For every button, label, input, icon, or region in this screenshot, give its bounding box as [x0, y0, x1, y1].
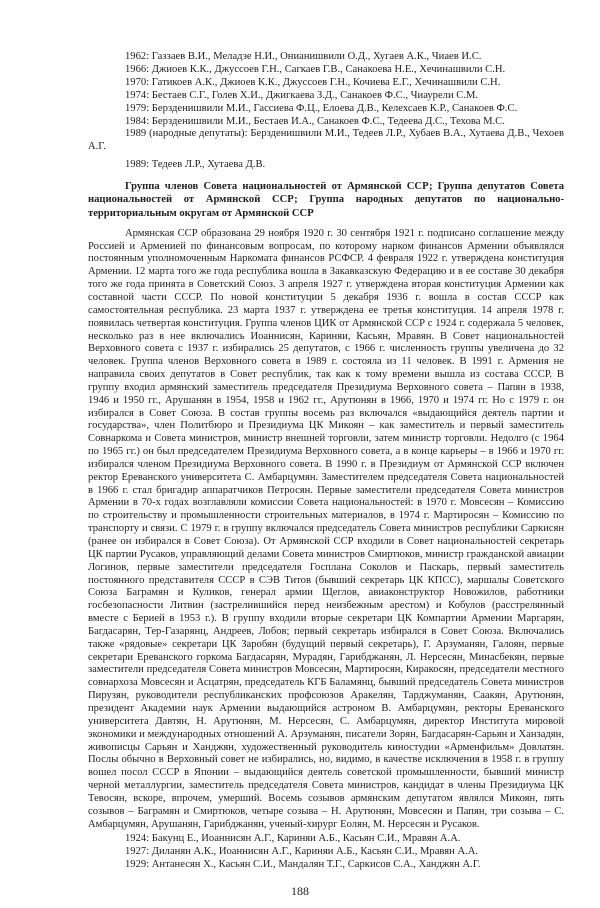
members-list-top — [125, 51, 564, 128]
list-item-1989: 1989: Тедеев Л.Р., Хутаева Д.В. — [125, 159, 266, 171]
body-paragraph: Армянская ССР образована 29 ноября 1920 г. 30 сентября 1921 г. подписано соглашение между Россией и Арменией по финансовым вопросам, по которому нарком финансов Армении объявлялся постоянным уполномоченным Наркомата финансов РСФСР. 4 февраля 1922 г. утверждена конституция Армении. 12 марта того же года республика вошла в Закавказскую Федерацию и в ее составе 30 декабря того же года принята в Советский Союз. 3 апреля 1927 г. утверждена вторая конституция Армении как составной части СССР. По новой конституции 5 декабря 1936 г. вошла в состав СССР как самостоятельная республика. 23 марта 1937 г. утверждена ее третья конституция. 14 апреля 1978 г. появилась четвертая конституция. Группа членов ЦИК от Армянской ССР с 1924 г. содержала 5 человек, несколько раз в нее включались Иоаннисян, Кариняи, Касьян, Мравян. В Совет национальностей Верховного совета с 1937 г. избирались 25 депутатов, с 1966 г. численность группы увеличена до 32 человек. Группа членов Верховного совета в 1989 г. состояла из 11 человек. В 1991 г. Армения не направила своих депутатов в Совет республик, так как к тому времени вышла из состава СССР. В группу входил армянский заместитель председателя Президиума Верховного совета – Папян в 1938, 1946 и 1950 гг., Арушанян в 1954, 1958 и 1962 гг., Арутюнян в 1966, 1970 и 1974 гг. Но с 1979 г. он избирался в Совет Союза. В состав группы восемь раз включался «выдающийся деятель партии и государства», член Политбюро и Президиума ЦК Микоян – как заместитель и первый заместитель Совнаркома и Совета министров, министр внешней торговли, затем министр торговли. Недолго (с 1964 по 1965 гг.) он был председателем Президиума Верховного совета, а в конце карьеры – в 1966 и 1970 гг. избирался членом Президиума Верховного совета. В 1990 г. в Президиум от Армянской ССР включен ректор Ереванского университета С. Амбарцумян. Заместителем председателя Совета национальностей в 1966 г. стал бригадир аппаратчиков Петросян. Первые заместители председателя Совета министров Армении в 70-х годах возглавляли комиссии Совета национальностей: в 1970 г. Мовсесян – Комиссию по строительству и промышленности строительных материалов, в 1974 г. Мартиросян – Комиссию по транспорту и связи. С 1979 г. в группу включался председатель Совета министров республики Саркисян (ранее он избирался в Совет Союза). От Армянской ССР входили в Совет национальностей секретарь ЦК партии Русаков, управляющий делами Совета министров Смиртюков, министр гражданской авиации Логинов, первые заместители председателя Госплана Соколов и Паскарь, первый заместитель постоянного представителя СССР в СЭВ Титов (бывший секретарь ЦК КПСС), маршалы Советского Союза Баграмян и Куликов, генерал армии Щеглов, авиаконструктор Новожилов, работники госбезопасности Литвин (застрелившийся перед неизбежным арестом) и Кобулов (расстрелянный вместе с Берией в 1953 г.). В группу входили вторые секретари ЦК Компартии Армении Маргарян, Багдасарян, Тер-Газарянц, Андреев, Лобов; первый секретарь избирался в Совет Союза. Включались также «рядовые» секретари ЦК Заробян (будущий первый секретарь), Г. Арзуманян, Галоян, первые секретари Ереванского горкома Багдасарян, Мурадян, Гарибджанян, Л. Нерсесян, Минасбекян, первые заместители председателя Совета министров Мовсесян, Мартиросян, Киракосян, председатели местного совнархоза Мовсесян и Асцатрян, председатель КГБ Баламянц, бывший председатель Совета министров Пирузян, руководители республиканских профсоюзов Аракелян, Тарджуманян, Саакян, Арутюнян, президент Академии наук Армении выдающийся астроном В. Амбарцумян, ректоры Ереванского университета Давтян, Н. Арутюнян, М. Нерсесян, С. Амбарцумян, директор Института мировой экономики и международных отношений А. Арзуманян, писатели Зорян, Багдасарян-Сарьян и Ханзадян, живописцы Сарьян и Ханджян, художественный руководитель киностудии «Арменфильм» Довлатян. Послы обычно в Верховный совет не избирались, но, видимо, в качестве исключения в 1958 г. в группу вошел посол СССР в Японии – выдающийся деятель советской промышленности, бывший министр черной металлургии, заместитель председателя Совета министров, кандидат в члены Президиума ЦК Тевосян, вскоре, впрочем, умерший. Восемь созывов армянским депутатом являлся Микоян, пять созывов – Баграмян и Смиртюков, четыре созыва – Н. Арутюнян, Мовсесян и Папян, три созыва – С. Амбарцумян, Арушанян, Гарибджанян, ученый-хирург Еолян, М. Нерсесян и Русаков. — [88, 227, 564, 830]
list-item: 1966: Джиоев К.К., Джуссоев Г.Н., Сагкаев Г.В., Санакоева Н.Е., Хечинашвили С.Н. — [125, 63, 506, 75]
list-item: 1974: Бестаев С.Г., Голев Х.И., Джигкаева З.Д., Санакоев Ф.С., Чиаурели С.М. — [125, 89, 479, 101]
page-number: 188 — [291, 884, 309, 899]
list-item-1989-people-cont: А.Г. — [88, 141, 106, 153]
list-item: 1979: Берзденишвили М.И., Гассиева Ф.Ц., Елоева Д.В., Келехсаев К.Р., Санакоев Ф.С. — [125, 102, 518, 114]
section-heading: Группа членов Совета национальностей от Армянской ССР; Группа депутатов Совета национальностей от Армянской ССР; Группа народных депутатов по национально-территориальным округам от Армянской ССР — [88, 181, 564, 219]
list-item: 1984: Берзденишвили М.И., Бестаев И.А., Санакоев Ф.С., Тедеева Д.С., Техова М.С. — [125, 115, 505, 127]
list-item: 1927: Диланян А.К., Иоаннисян А.Г., Кариняи А.Б., Касьян С.И., Мравян А.А. — [125, 846, 479, 858]
list-item: 1924: Бакунц Е., Иоаннисян А.Г., Кариняи А.Б., Касьян С.И., Мравян А.А. — [125, 833, 461, 845]
list-item: 1962: Газзаев В.И., Меладзе Н.И., Онианишвили О.Д., Хугаев А.К., Чиаев И.С. — [125, 51, 482, 62]
list-1989-entries — [88, 128, 564, 172]
members-list-bottom — [125, 833, 564, 872]
list-item-1989-people: 1989 (народные депутаты): Берзденишвили М.И., Тедеев Л.Р., Хубаев В.А., Хутаева Д.В., Чехоев — [125, 128, 564, 140]
list-item: 1970: Гатикоев А.К., Джиоев К.К., Джуссоев Г.Н., Кочиева Е.Г., Хечинашвили С.Н. — [125, 76, 501, 88]
list-item: 1929: Антанесян Х., Касьян С.И., Мандалян Т.Г., Саркисов С.А., Ханджян А.Г. — [125, 859, 481, 871]
